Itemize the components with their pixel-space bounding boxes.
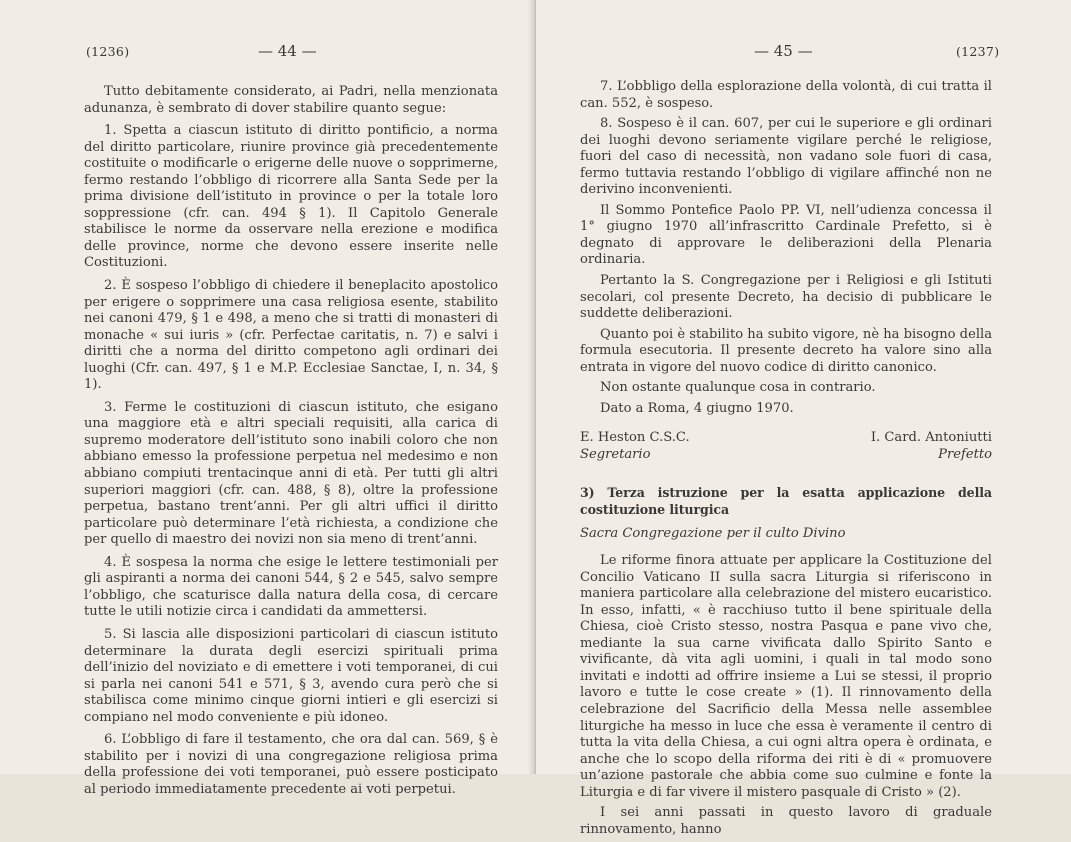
left-paragraph: 1. Spetta a ciascun istituto di diritto pontificio, a norma del diritto particolare, riunire province già precedentemente costituite o modificarle o erigerne delle nuove o sopprimerne, fermo restando l’obbligo di ricorrere alla Santa Sede per la prima divisione dell’istituto in province o per la totale loro soppressione (cfr. can. 494 § 1). Il Capitolo Generale stabilisce le norme da osservare nella erezione e modifica delle province, norme che devono essere inserite nelle Costituzioni. bbox=[84, 123, 498, 271]
right-paragraph: Non ostante qualunque cosa in contrario. bbox=[600, 380, 876, 396]
section-heading: 3) Terza istruzione per la esatta applicazione della costituzione liturgica bbox=[580, 485, 992, 517]
right-paragraph: 7. L’obbligo della esplorazione della volontà, di cui tratta il can. 552, è sospeso. bbox=[580, 79, 992, 111]
right-paragraph: Dato a Roma, 4 giugno 1970. bbox=[600, 400, 794, 416]
left-paragraph: Tutto debitamente considerato, ai Padri, nella menzionata adunanza, è sembrato di dover stabilire quanto segue: bbox=[84, 84, 498, 116]
right-folio: — 45 — bbox=[754, 42, 813, 60]
right-page bbox=[536, 0, 1071, 837]
section-subheading: Sacra Congregazione per il culto Divino bbox=[580, 526, 846, 542]
right-paragraph: 8. Sospeso è il can. 607, per cui le superiore e gli ordinari dei luoghi devono seriamente vigilare perché le religiose, fuori del caso di necessità, non vadano sole fuori di casa, fermo tuttavia restando l’obbligo di vigilare affinché non ne derivino inconvenienti. bbox=[580, 116, 992, 198]
left-running-number: (1236) bbox=[86, 44, 130, 59]
left-folio: — 44 — bbox=[258, 42, 317, 60]
left-paragraph: 3. Ferme le costituzioni di ciascun istituto, che esigano una maggiore età e altri speciali requisiti, alla carica di supremo moderatore dell’istituto sono inabili coloro che non abbiano emesso la professione perpetua nel medesimo e non abbiano compiuti trentacinque anni di età. Per tutti gli altri superiori maggiori (cfr. can. 488, § 8), oltre la professione perpetua, bastano trent’anni. Per gli altri uffici il diritto particolare può determinare l’età richiesta, a condizione che per quello di maestro dei novizi non sia meno di trent’anni. bbox=[84, 399, 498, 548]
right-body-text bbox=[580, 79, 992, 842]
left-page bbox=[0, 0, 535, 797]
section-paragraph: I sei anni passati in questo lavoro di graduale rinnovamento, hanno bbox=[580, 805, 992, 837]
signature-prefect bbox=[871, 429, 992, 463]
signature-name: I. Card. Antoniutti bbox=[870, 430, 992, 446]
right-paragraph: Quanto poi è stabilito ha subito vigore, nè ha bisogno della formula esecutoria. Il presente decreto ha valore sino alla entrata in vigore del nuovo codice di diritto canonico. bbox=[580, 326, 992, 375]
signature-block bbox=[580, 429, 992, 463]
right-running-number: (1237) bbox=[956, 44, 1000, 59]
signature-title: Prefetto bbox=[938, 447, 992, 463]
left-paragraph: 5. Si lascia alle disposizioni particolari di ciascun istituto determinare la durata degli esercizi spirituali prima dell’inizio del noviziato e di emettere i voti temporanei, di cui si parla nei canoni 541 e 571, § 3, avendo cura però che si stabilisca come minimo cinque giorni intieri e gli esercizi si compiano nel modo conveniente e più idoneo. bbox=[84, 626, 498, 725]
left-paragraph: 6. L’obbligo di fare il testamento, che ora dal can. 569, § è stabilito per i novizi di una congregazione religiosa prima della professione dei voti temporanei, può essere posticipato al periodo immediatamente precedente ai voti perpetui. bbox=[84, 732, 498, 797]
signature-name: E. Heston C.S.C. bbox=[580, 430, 690, 446]
right-paragraph: Pertanto la S. Congregazione per i Religiosi e gli Istituti secolari, col presente Decreto, ha decisio di pubblicare le suddette deliberazioni. bbox=[580, 273, 992, 322]
right-paragraph: Il Sommo Pontefice Paolo PP. VI, nell’udienza concessa il 1° giugno 1970 all’infrascritto Cardinale Prefetto, si è degnato di approvare le deliberazioni della Plenaria ordinaria. bbox=[580, 202, 992, 268]
signature-title: Segretario bbox=[580, 447, 651, 463]
section-paragraph: Le riforme finora attuate per applicare la Costituzione del Concilio Vaticano II sulla sacra Liturgia si riferiscono in maniera particolare alla celebrazione del mistero eucaristico. In esso, infatti, « è racchiuso tutto il bene spirituale della Chiesa, cioè Cristo stesso, nostra Pasqua e pane vivo che, mediante la sua carne vivificata dallo Spirito Santo e vivificante, dà vita agli uomini, i quali in tal modo sono invitati e indotti ad offrire insieme a Lui se stessi, il proprio lavoro e tutte le cose create » (1). Il rinnovamento della celebrazione del Sacrificio della Messa nelle assemblee liturgiche ha messo in luce che essa è veramente il centro di tutta la vita della Chiesa, a cui ogni altra opera è ordinata, e anche che lo scopo della riforma dei riti è di « promuovere un’azione pastorale che abbia come suo culmine e fonte la Liturgia e di far vivere il mistero pasquale di Cristo » (2). bbox=[580, 553, 992, 800]
left-paragraph: 2. È sospeso l’obbligo di chiedere il beneplacito apostolico per erigere o sopprimere una casa religiosa esente, stabilito nei canoni 479, § 1 e 498, a meno che si tratti di monasteri di monache « sui iuris » (cfr. Perfectae caritatis, n. 7) e salvi i diritti che a norma del diritto competono agli ordinari dei luoghi (Cfr. can. 497, § 1 e M.P. Ecclesiae Sanctae, I, n. 34, § 1). bbox=[84, 278, 498, 393]
signature-secretary bbox=[580, 429, 690, 463]
left-paragraph: 4. È sospesa la norma che esige le lettere testimoniali per gli aspiranti a norma dei canoni 544, § 2 e 545, salvo sempre l’obbligo, che scaturisce dalla natura della cosa, di cercare tutte le utili notizie circa i candidati da ammettersi. bbox=[84, 554, 498, 620]
left-body-text bbox=[84, 84, 498, 802]
